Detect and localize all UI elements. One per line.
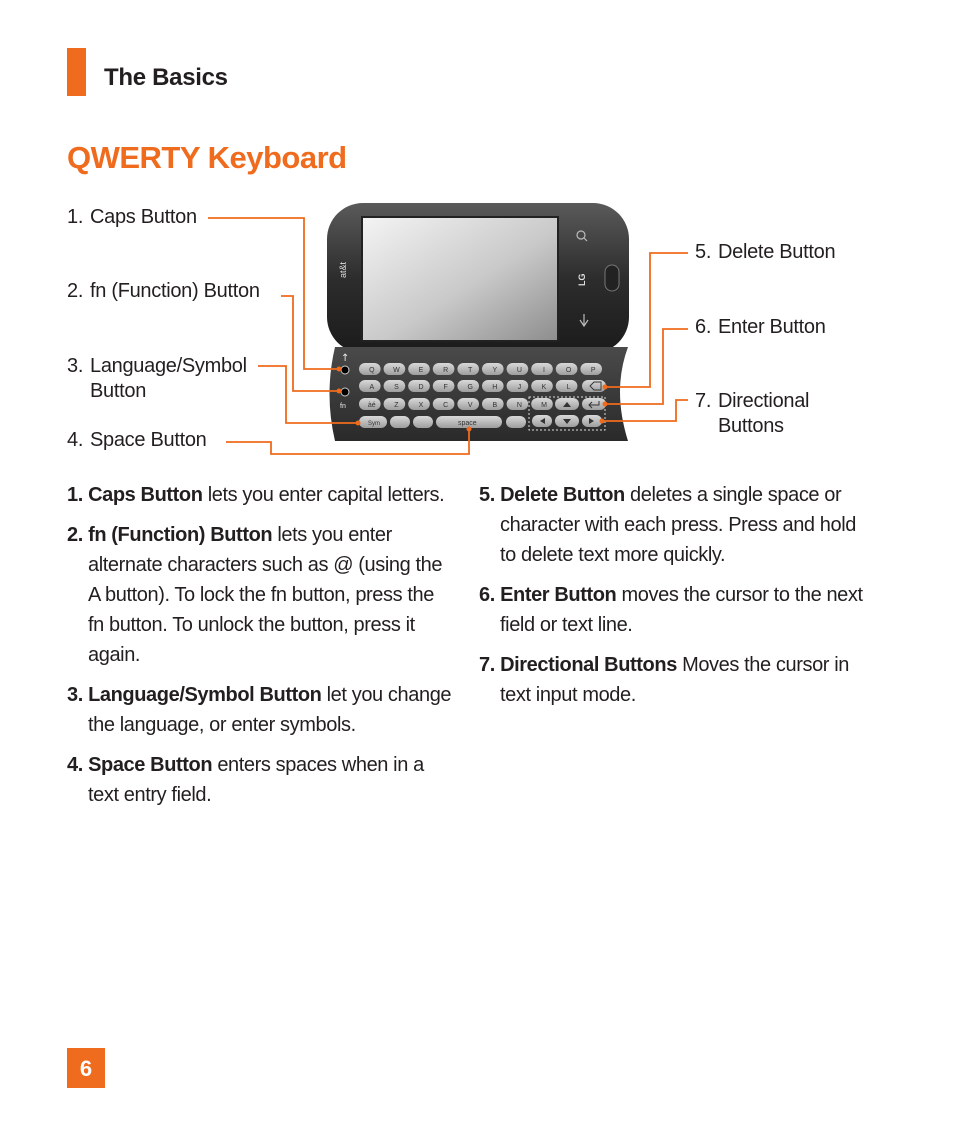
key-label: J <box>517 384 522 391</box>
key-label: I <box>543 367 545 374</box>
desc-caps: 1. Caps Button lets you enter capital letters. <box>67 484 445 506</box>
key-label: H <box>492 384 498 391</box>
key-label: P <box>590 367 596 374</box>
page-number: 6 <box>67 1048 105 1088</box>
svg-text:space: space <box>458 420 477 427</box>
desc-directional: 7. Directional Buttons Moves the cursor in text input mode. <box>479 654 849 706</box>
desc-enter: 6. Enter Button moves the cursor to the next field or text line. <box>479 584 863 636</box>
key-label: àé <box>367 402 376 409</box>
key-label: O <box>565 367 572 374</box>
descriptions-left <box>67 480 452 820</box>
keyboard-diagram <box>0 0 954 480</box>
desc-fn: 2. fn (Function) Button lets you enter alternate characters such as @ (using the A button). To lock the fn button, press the fn button. To unlock the button, press it again. <box>67 524 443 666</box>
key-label: B <box>492 402 498 409</box>
section-title: The Basics <box>104 64 228 91</box>
key-label: G <box>467 384 473 391</box>
key-label: A <box>369 384 375 391</box>
phone-screen <box>362 217 558 341</box>
fn-key-label: fn <box>340 403 346 410</box>
key-label: U <box>516 367 522 374</box>
keyboard-body <box>330 347 629 441</box>
page-title: QWERTY Keyboard <box>67 140 347 175</box>
key-label: F <box>443 384 448 391</box>
key-label: K <box>541 384 547 391</box>
desc-language-symbol: 3. Language/Symbol Button let you change the language, or enter symbols. <box>67 684 452 736</box>
caps-arrow-icon: ↑ <box>341 353 350 364</box>
phone-body <box>327 203 629 353</box>
emoticon-key <box>413 416 433 428</box>
brand-logo: LG <box>577 273 587 286</box>
key <box>531 363 553 375</box>
descriptions-right <box>479 480 864 720</box>
svg-text:Sym: Sym <box>368 421 380 427</box>
caps-key <box>341 366 349 374</box>
fn-key <box>341 388 349 396</box>
leader-caps <box>208 218 339 369</box>
callout-enter: 6. Enter Button <box>695 316 826 338</box>
key-label: R <box>443 367 449 374</box>
key-label: X <box>418 402 424 409</box>
key-label: C <box>443 402 449 409</box>
key-label: Y <box>492 367 498 374</box>
carrier-logo: at&t <box>338 261 348 278</box>
callout-fn: 2. fn (Function) Button <box>67 280 260 302</box>
key-label: M <box>541 402 547 409</box>
key-label: Z <box>394 402 399 409</box>
callout-directional: 7. Directional Buttons <box>695 390 810 437</box>
windows-key-icon <box>605 265 619 291</box>
key-label: T <box>468 367 473 374</box>
key-label: S <box>394 384 399 391</box>
callout-delete: 5. Delete Button <box>695 241 836 263</box>
callout-language-symbol: 3. Language/Symbol Button <box>67 355 247 402</box>
callout-space: 4. Space Button <box>67 429 207 451</box>
desc-delete: 5. Delete Button deletes a single space or character with each press. Press and hold to delete text more quickly. <box>479 484 857 566</box>
desc-space: 4. Space Button enters spaces when in a text entry field. <box>67 754 424 806</box>
callout-caps: 1. Caps Button <box>67 206 197 228</box>
key-label: L <box>566 384 571 391</box>
enter-key <box>582 398 606 410</box>
key-label: E <box>418 367 424 374</box>
comma-key <box>390 416 410 428</box>
key-label: W <box>393 367 400 374</box>
key-label: D <box>418 384 424 391</box>
key-label: Q <box>369 367 375 374</box>
period-key <box>506 416 526 428</box>
keys-row-2 <box>359 380 577 392</box>
key-label: V <box>467 402 473 409</box>
key-label: N <box>516 402 522 409</box>
